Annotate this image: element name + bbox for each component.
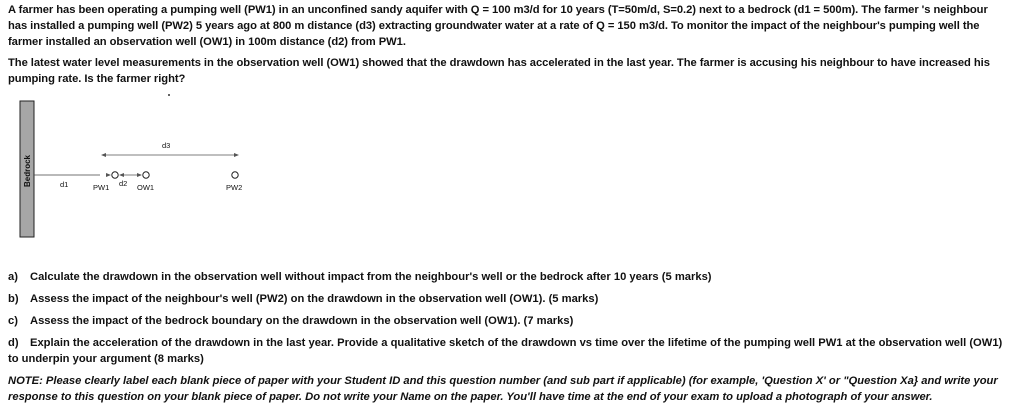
d2-arrow-left-head <box>119 173 124 177</box>
question-c-text: Assess the impact of the bedrock boundary on the drawdown in the observation well (OW1). (7 marks) <box>30 315 574 327</box>
question-b-text: Assess the impact of the neighbour's well (PW2) on the drawdown in the observation well (OW1). (5 marks) <box>30 293 599 305</box>
problem-paragraph-2: The latest water level measurements in the observation well (OW1) showed that the drawdown has accelerated in the last year. The farmer is accusing his neighbour to have increased his pumping rate. Is the farmer right? <box>8 57 990 85</box>
d3-arrow-right-head <box>234 153 239 157</box>
submission-note: NOTE: Please clearly label each blank piece of paper with your Student ID and this question number (and sub part if applicable) (for example, 'Question X' or "Question Xa} and write your response to this question on your blank piece of paper. Do not write your Name on the paper. You'll have time at the end of your exam to upload a photograph of your answer. <box>8 375 998 403</box>
question-d-text: Explain the acceleration of the drawdown in the last year. Provide a qualitative sketch of the drawdown vs time over the lifetime of the pumping well PW1 at the observation well (OW1) to underpin your argument (8 marks) <box>8 337 1003 365</box>
pw2-label: PW2 <box>226 183 243 192</box>
pw1-well <box>112 172 118 178</box>
question-d-label: d) <box>8 337 19 349</box>
question-b-label: b) <box>8 293 19 305</box>
ow1-well <box>143 172 149 178</box>
question-a-text: Calculate the drawdown in the observation well without impact from the neighbour's well or the bedrock after 10 years (5 marks) <box>30 271 712 283</box>
pw1-arrow-head <box>106 173 111 177</box>
well-layout-figure <box>0 96 260 246</box>
question-d <box>8 335 1008 367</box>
ow1-label: OW1 <box>137 183 155 192</box>
d2-arrow-right-head <box>137 173 142 177</box>
d1-label: d1 <box>60 180 69 189</box>
question-b <box>8 291 1008 307</box>
pw2-well <box>232 172 238 178</box>
question-c-label: c) <box>8 315 18 327</box>
d2-label: d2 <box>119 179 128 188</box>
bedrock-label: Bedrock <box>23 154 32 188</box>
d3-arrow-left-head <box>101 153 106 157</box>
question-c <box>8 313 1008 329</box>
problem-paragraph-1: A farmer has been operating a pumping well (PW1) in an unconfined sandy aquifer with Q = 100 m3/d for 10 years (T=50m/d, S=0.2) next to a bedrock (d1 = 500m). The farmer 's neighbour has installed a pumping well (PW2) 5 years ago at 800 m distance (d3) extracting groundwater water at a rate of Q = 150 m3/d. To monitor the impact of the neighbour's pumping well the farmer installed an observation well (OW1) in 100m distance (d2) from PW1. <box>8 4 988 48</box>
question-a <box>8 269 1008 285</box>
d3-label: d3 <box>162 141 171 150</box>
question-a-label: a) <box>8 271 18 283</box>
pw1-label: PW1 <box>93 183 110 192</box>
